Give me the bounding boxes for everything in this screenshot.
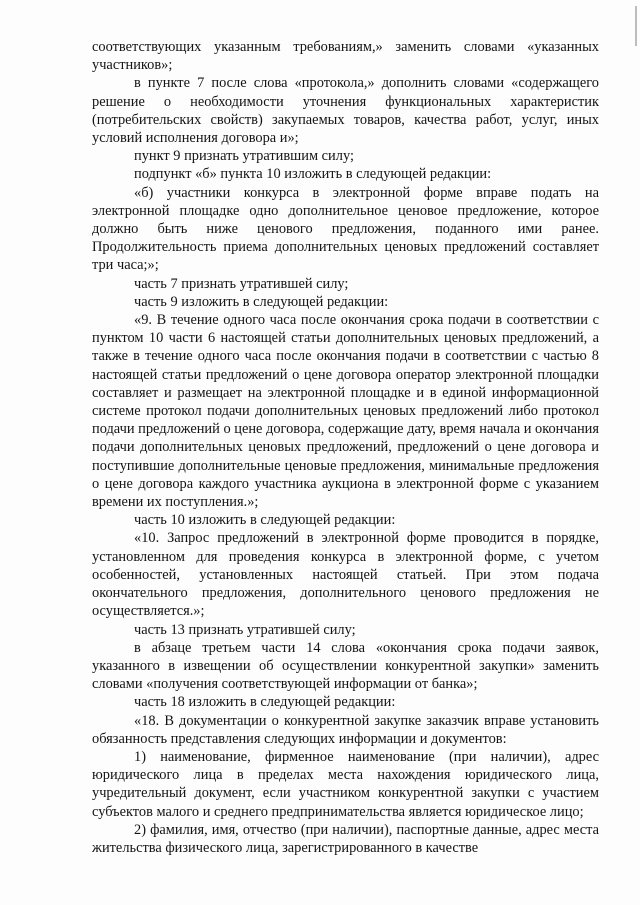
paragraph: 1) наименование, фирменное наименование (при наличии), адрес юридического лица в пределах места нахождения юридического лица, учредительный документ, если участником конкурентной закупки с участием субъектов малого и среднего предпринимательства является юридическое лицо; xyxy=(92,748,599,820)
paragraph: «10. Запрос предложений в электронной форме проводится в порядке, установленном для проведения конкурса в электронной форме, с учетом особенностей, установленных настоящей статьей. При этом подача окончательного предложения, дополнительного ценового предложения не осуществляется.»; xyxy=(92,530,599,620)
document-body xyxy=(92,38,599,857)
paragraph: 2) фамилия, имя, отчество (при наличии), паспортные данные, адрес места жительства физического лица, зарегистрированного в качестве xyxy=(92,821,599,856)
paragraph: часть 9 изложить в следующей редакции: xyxy=(134,293,389,310)
paragraph: соответствующих указанным требованиям,» заменить словами «указанных участников»; xyxy=(92,39,599,74)
paragraph: подпункт «б» пункта 10 изложить в следующей редакции: xyxy=(134,166,492,183)
paragraph: часть 18 изложить в следующей редакции: xyxy=(134,694,396,711)
paragraph: «18. В документации о конкурентной закупке заказчик вправе установить обязанность представления следующих информации и документов: xyxy=(92,712,599,747)
paragraph: в абзаце третьем части 14 слова «окончания срока подачи заявок, указанного в извещении об осуществлении конкурентной закупки» заменить словами «получения соответствующей информации от банка»; xyxy=(92,639,599,693)
paragraph: «9. В течение одного часа после окончания срока подачи в соответствии с пунктом 10 части 6 настоящей статьи дополнительных ценовых предложений, а также в течение одного часа после окончания подачи в соответствии с частью 8 настоящей статьи предложений о цене договора оператор электронной площадки составляет и размещает на электронной площадке и в единой информационной системе протокол подачи дополнительных ценовых предложений либо протокол подачи предложений о цене договора, содержащие дату, время начала и окончания подачи дополнительных ценовых предложений, предложений о цене договора и поступившие дополнительные ценовые предложения, минимальные предложения о цене договора каждого участника аукциона в электронной форме с указанием времени их поступления.»; xyxy=(92,312,599,511)
paragraph: часть 13 признать утратившей силу; xyxy=(134,621,356,638)
paragraph: «б) участники конкурса в электронной форме вправе подать на электронной площадке одно дополнительное ценовое предложение, которое должно быть ниже ценового предложения, поданного ими ранее. Продолжительность приема дополнительных ценовых предложений составляет три часа;»; xyxy=(92,184,599,274)
scan-edge-mark xyxy=(635,6,637,46)
paragraph: часть 10 изложить в следующей редакции: xyxy=(134,512,396,529)
paragraph: в пункте 7 после слова «протокола,» дополнить словами «содержащего решение о необходимости уточнения функциональных характеристик (потребительских свойств) закупаемых товаров, качества работ, услуг, иных условий исполнения договора и»; xyxy=(92,75,599,147)
paragraph: пункт 9 признать утратившим силу; xyxy=(134,148,354,165)
paragraph: часть 7 признать утратившей силу; xyxy=(134,275,349,292)
